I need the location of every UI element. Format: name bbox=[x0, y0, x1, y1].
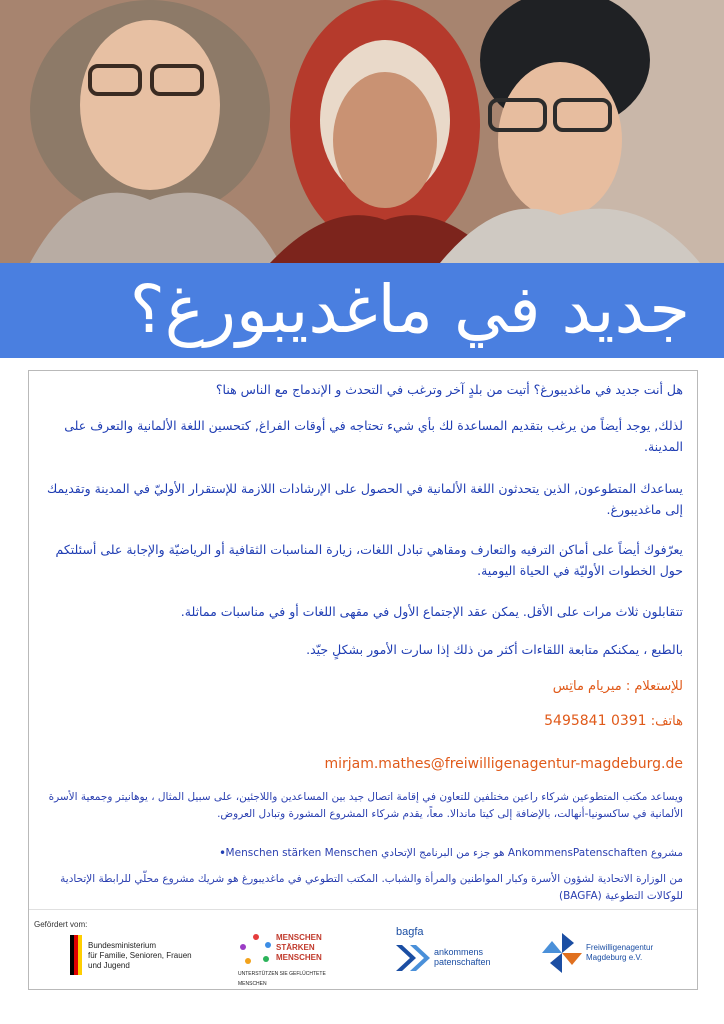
phone-line bbox=[43, 713, 683, 729]
program-text: مشروع AnkommensPatenschaften هو جزء من البرنامج الإتحادي Menschen stärken Menschen bbox=[225, 847, 683, 859]
msm-sub: UNTERSTÜTZEN SIE GEFLÜCHTETE MENSCHEN bbox=[238, 971, 326, 987]
freiwilligenagentur-logo bbox=[540, 925, 670, 985]
paragraph-help: لذلك, يوجد أيضاً من يرغب بتقديم المساعدة لك بأي شيء تحتاجه في أوقات الفراغ, كتحسين اللغة الألمانية والتعرف على المدينة. bbox=[64, 418, 683, 454]
contact-label: للإستعلام : ميريام ماتِس bbox=[552, 679, 683, 694]
fa-text: Freiwilligenagentur Magdeburg e.V. bbox=[586, 943, 654, 962]
people-circle-icon bbox=[238, 931, 274, 967]
phone-number[interactable]: 0391 5495841 bbox=[544, 713, 647, 729]
divider bbox=[29, 909, 697, 910]
bmfsfj-logo bbox=[70, 925, 210, 985]
paragraph-meetings: تتقابلون ثلاث مرات على الأقل. يمكن عقد الإجتماع الأول في مقهى اللغات أو في مناسبات مماثلة. bbox=[180, 604, 683, 619]
content-box bbox=[28, 370, 698, 990]
three-women-photo bbox=[0, 0, 724, 263]
eagle-icon bbox=[70, 935, 84, 975]
bullet: • bbox=[219, 846, 227, 860]
partners-text: ويساعد مكتب المتطوعين شركاء راعين مختلفين للتعاون في إقامة اتصال جيد بين المساعدين واللاجئين، على سبيل المثال ، يوهانيتر وجمعية الأسرة الألمانية في ساكسونيا-أنهالت، بالإضافة إلى كيتا ماندالا. معاً، يقدم شركاء المشروع المشورة وتبادل العروض. bbox=[48, 791, 683, 820]
msm-logo bbox=[238, 925, 348, 985]
email-link[interactable]: mirjam.mathes@freiwilligenagentur-magdeburg.de bbox=[324, 756, 683, 772]
ministry-text: من الوزارة الاتحادية لشؤون الأسرة وكبار المواطنين والمرأة والشباب. المكتب التطوعي في ماغديبورغ هو شريك مشروع محلّي للرابطة الإتحادية للوكالات التطوعية (BAGFA) bbox=[60, 873, 683, 902]
msm-title: MENSCHEN STÄRKEN MENSCHEN bbox=[276, 933, 322, 962]
paragraph-continue: بالطبع ، يمكنكم متابعة اللقاءات أكثر من ذلك إذا سارت الأمور بشكلٍ جيّد. bbox=[306, 642, 683, 657]
paragraph-leisure: يعرّفوك أيضاً على أماكن الترفيه والتعارف ومقاهي تبادل اللغات، زيارة المناسبات الثقافية أو الرياضيّة والإجابة على أسئلتكم حول الخطوات الأوليّة في الحياة اليومية. bbox=[55, 542, 683, 578]
paragraph-volunteers: يساعدك المتطوعون, الذين يتحدثون اللغة الألمانية في الحصول على الإرشادات اللازمة للإستقرار الأوليّ في المدينة وتقديمك إلى ماغديبورغ. bbox=[46, 481, 683, 517]
bmfsfj-text: Bundesministerium für Familie, Senioren, Frauen und Jugend bbox=[88, 941, 192, 970]
bagfa-text: bagfa bbox=[396, 926, 424, 938]
paragraph-intro: هل أنت جديد في ماغديبورغ؟ أتيت من بلدٍ آخر وترغب في التحدث و الإندماج مع الناس هنا؟ bbox=[215, 382, 683, 397]
banner-title: جديد في ماغديبورغ؟ bbox=[129, 271, 690, 348]
header-photo bbox=[0, 0, 724, 263]
chevron-arrows-icon bbox=[394, 943, 434, 973]
bagfa-logo bbox=[390, 925, 500, 985]
title-banner bbox=[0, 263, 724, 358]
funding-label: Gefördert vom: bbox=[34, 920, 88, 929]
pinwheel-icon bbox=[540, 931, 584, 975]
phone-label: هاتف: bbox=[650, 714, 683, 729]
ankommens-text: ankommens patenschaften bbox=[434, 947, 491, 967]
